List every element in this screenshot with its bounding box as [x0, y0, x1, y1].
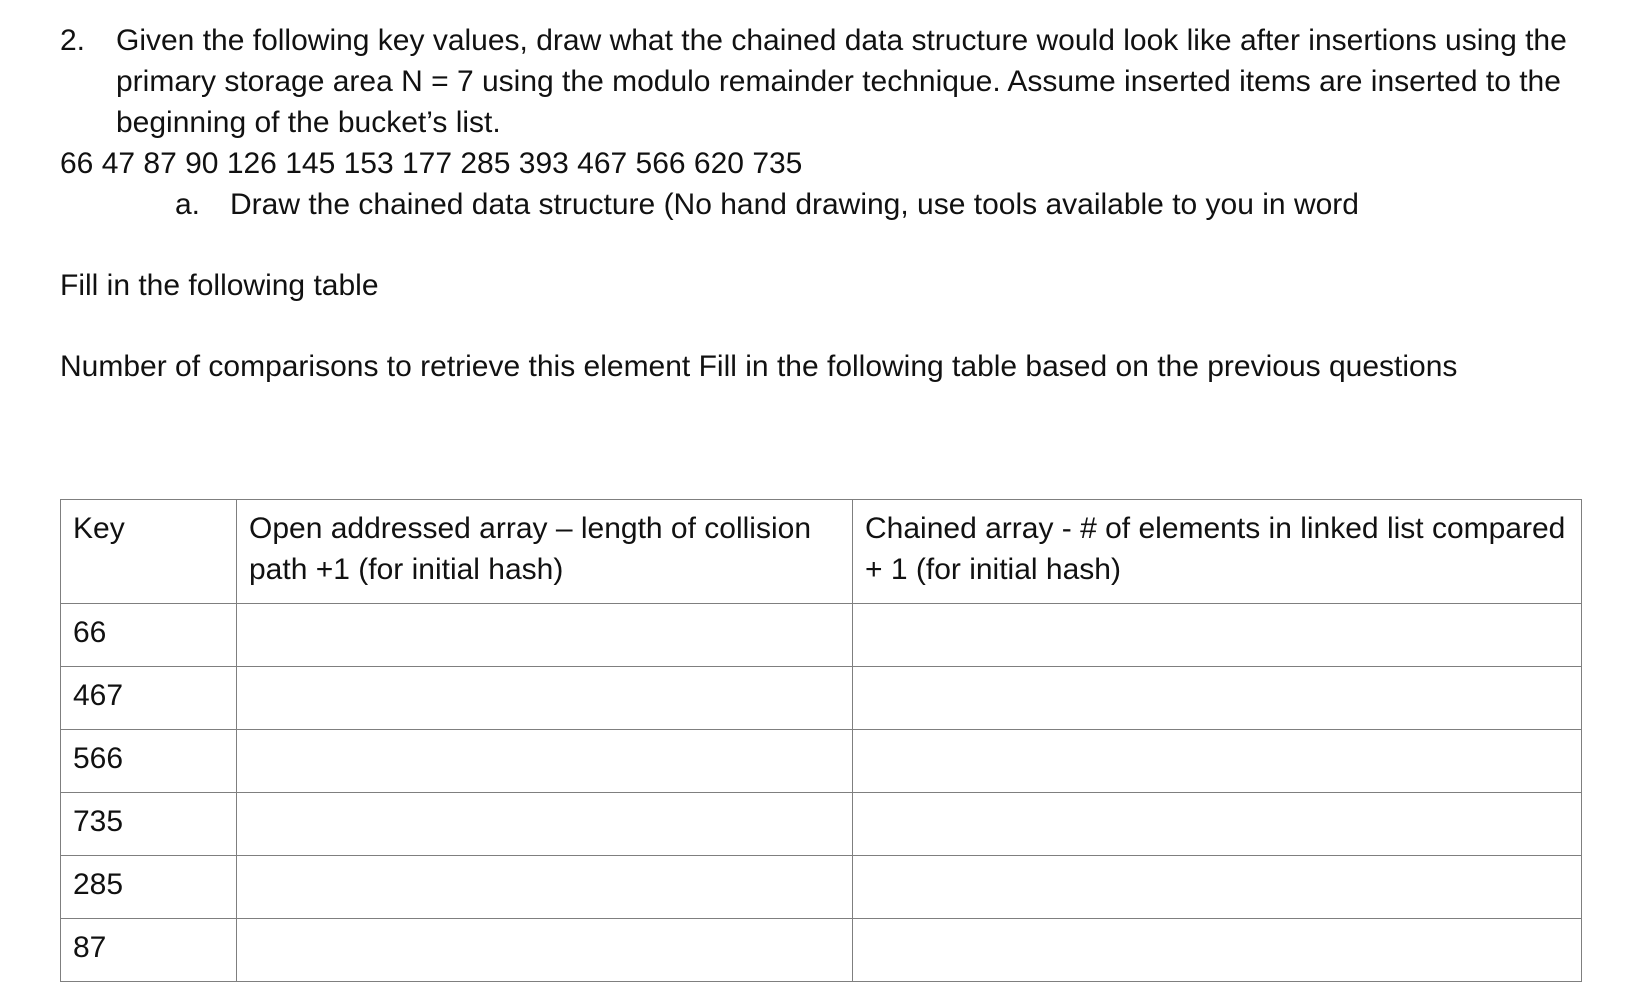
table-row	[61, 919, 1582, 982]
table-row	[61, 730, 1582, 793]
open-addressed-cell[interactable]	[237, 919, 853, 982]
header-key: Key	[61, 500, 237, 604]
table-row	[61, 793, 1582, 856]
table-row	[61, 604, 1582, 667]
chained-cell[interactable]	[853, 730, 1582, 793]
key-cell: 467	[61, 667, 237, 730]
comparisons-paragraph: Number of comparisons to retrieve this element Fill in the following table based on the previous questions	[60, 350, 1458, 383]
key-cell: 735	[61, 793, 237, 856]
key-values-line: 66 47 87 90 126 145 153 177 285 393 467 566 620 735	[60, 147, 803, 180]
chained-cell[interactable]	[853, 793, 1582, 856]
question-row	[60, 20, 1600, 143]
key-cell: 66	[61, 604, 237, 667]
question-block	[60, 20, 1600, 143]
header-chained: Chained array - # of elements in linked list compared + 1 (for initial hash)	[853, 500, 1582, 604]
header-open-addressed: Open addressed array – length of collision path +1 (for initial hash)	[237, 500, 853, 604]
key-cell: 87	[61, 919, 237, 982]
fill-table-paragraph: Fill in the following table	[60, 269, 379, 302]
open-addressed-cell[interactable]	[237, 730, 853, 793]
chained-cell[interactable]	[853, 919, 1582, 982]
key-cell: 566	[61, 730, 237, 793]
chained-cell[interactable]	[853, 604, 1582, 667]
question-text: Given the following key values, draw what the chained data structure would look like after insertions using the primary storage area N = 7 using the modulo remainder technique. Assume inserted items are inserted to the beginning of the bucket’s list.	[116, 24, 1567, 139]
table-header-row	[61, 500, 1582, 604]
sub-item-text: Draw the chained data structure (No hand drawing, use tools available to you in word	[230, 188, 1359, 221]
open-addressed-cell[interactable]	[237, 793, 853, 856]
comparisons-table	[60, 499, 1582, 982]
open-addressed-cell[interactable]	[237, 604, 853, 667]
open-addressed-cell[interactable]	[237, 667, 853, 730]
chained-cell[interactable]	[853, 667, 1582, 730]
key-cell: 285	[61, 856, 237, 919]
sub-item-letter: a.	[175, 188, 201, 221]
question-number: 2.	[60, 24, 86, 57]
sub-item-a	[175, 184, 1359, 225]
open-addressed-cell[interactable]	[237, 856, 853, 919]
table-row	[61, 667, 1582, 730]
chained-cell[interactable]	[853, 856, 1582, 919]
table-row	[61, 856, 1582, 919]
